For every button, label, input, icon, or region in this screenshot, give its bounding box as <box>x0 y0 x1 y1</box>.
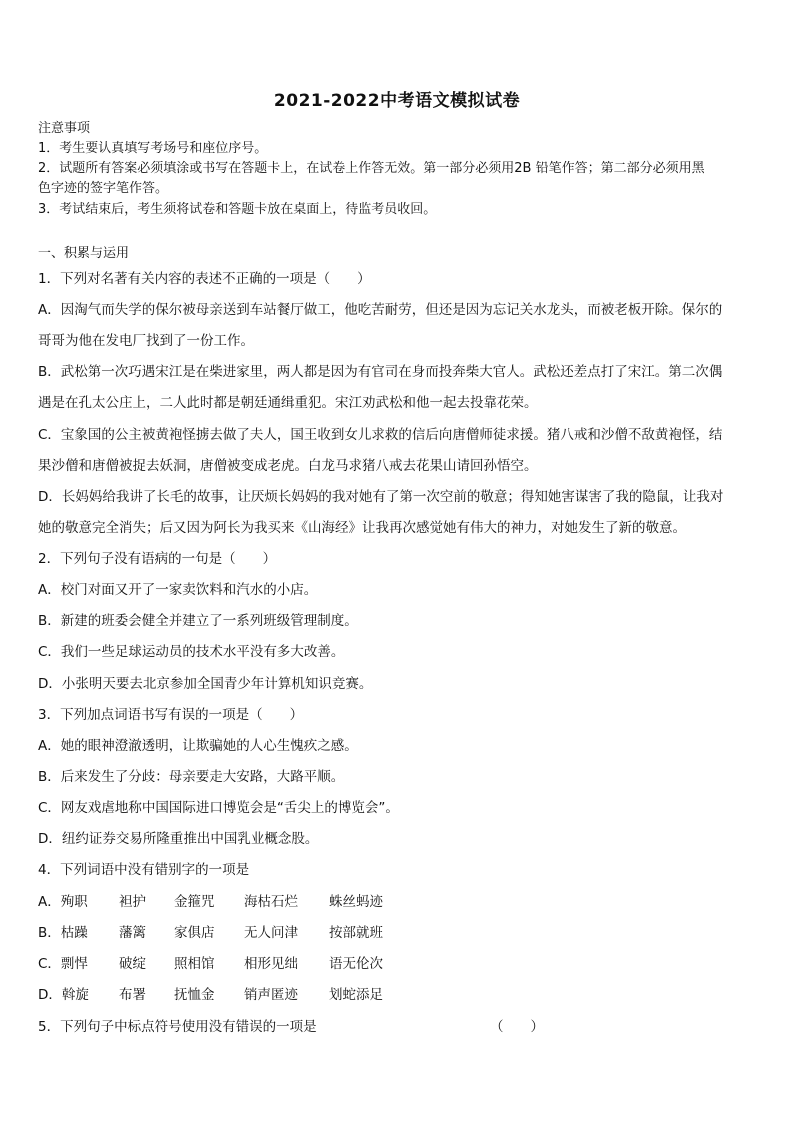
page-title: 2021-2022中考语文模拟试卷 <box>273 91 521 111</box>
notice-item-3: 3．考试结束后，考生须将试卷和答题卡放在桌面上，待监考员收回。 <box>38 202 437 217</box>
question-2-option-c: C．我们一些足球运动员的技术水平没有多大改善。 <box>38 644 345 660</box>
option-word: 蛛丝蚂迹 <box>329 894 383 910</box>
option-word: B．枯躁 <box>38 925 88 941</box>
question-1-line: A．因淘气而失学的保尔被母亲送到车站餐厅做工，他吃苦耐劳，但还是因为忘记关水龙头，而被老板开除。保尔的 <box>38 302 723 318</box>
question-1-line: D．长妈妈给我讲了长毛的故事，让厌烦长妈妈的我对她有了第一次空前的敬意；得知她害谋害了我的隐鼠，让我对 <box>38 489 724 505</box>
option-word: 照相馆 <box>174 956 215 972</box>
question-2-option-d: D．小张明天要去北京参加全国青少年计算机知识竞赛。 <box>38 676 373 692</box>
option-word: A．殉职 <box>38 894 88 910</box>
question-4-option-row <box>38 892 758 912</box>
question-3-stem: 3．下列加点词语书写有误的一项是（ ） <box>38 707 304 723</box>
option-word: 金箍咒 <box>174 894 215 910</box>
option-word: 袒护 <box>119 894 146 910</box>
option-word: 家俱店 <box>174 925 215 941</box>
option-word: 藩篱 <box>119 925 146 941</box>
question-4-option-row <box>38 985 758 1005</box>
question-4-stem: 4．下列词语中没有错别字的一项是 <box>38 862 250 878</box>
question-1-line: C．宝象国的公主被黄袍怪掳去做了夫人，国王收到女儿求救的信后向唐僧师徒求援。猪八戒和沙僧不敌黄袍怪，结 <box>38 427 723 443</box>
section-heading: 一、积累与运用 <box>38 246 130 261</box>
option-word: 海枯石烂 <box>244 894 298 910</box>
question-1-line: 她的敬意完全消失；后又因为阿长为我买来《山海经》让我再次感觉她有伟大的神力，对她发生了新的敬意。 <box>38 520 686 536</box>
question-2-option-b: B．新建的班委会健全并建立了一系列班级管理制度。 <box>38 613 358 629</box>
question-4-option-row <box>38 923 758 943</box>
option-word: 相形见绌 <box>244 956 298 972</box>
option-word: D．斡旋 <box>38 987 89 1003</box>
notice-heading: 注意事项 <box>38 121 91 136</box>
option-word: 按部就班 <box>329 925 383 941</box>
option-word: 划蛇添足 <box>329 987 383 1003</box>
question-3-option-d: D．纽约证券交易所隆重推出中国乳业概念股。 <box>38 831 319 847</box>
option-word: 抚恤金 <box>174 987 215 1003</box>
option-word: 销声匿迹 <box>244 987 298 1003</box>
option-word: 语无伦次 <box>329 956 383 972</box>
question-3-option-a: A．她的眼神澄澈透明，让欺骗她的人心生愧疚之感。 <box>38 738 358 754</box>
option-word: 布署 <box>119 987 146 1003</box>
question-2-option-a: A．校门对面又开了一家卖饮料和汽水的小店。 <box>38 582 318 598</box>
option-word: 无人问津 <box>244 925 298 941</box>
question-2-stem: 2．下列句子没有语病的一句是（ ） <box>38 551 277 567</box>
question-5-stem: 5．下列句子中标点符号使用没有错误的一项是 <box>38 1019 317 1035</box>
question-1-line: 哥哥为他在发电厂找到了一份工作。 <box>38 333 254 349</box>
notice-item-2-cont: 色字迹的签字笔作答。 <box>38 181 169 196</box>
question-4-option-row <box>38 954 758 974</box>
notice-item-1: 1．考生要认真填写考场号和座位序号。 <box>38 141 268 156</box>
question-1-line: 遇是在孔太公庄上，二人此时都是朝廷通缉重犯。宋江劝武松和他一起去投靠花荣。 <box>38 395 538 411</box>
answer-bracket: （ ） <box>490 1019 544 1035</box>
question-3-option-b: B．后来发生了分歧：母亲要走大安路，大路平顺。 <box>38 769 345 785</box>
question-1-line: B．武松第一次巧遇宋江是在柴进家里，两人都是因为有官司在身而投奔柴大官人。武松还差点打了宋江。第二次偶 <box>38 364 723 380</box>
notice-item-2: 2．试题所有答案必须填涂或书写在答题卡上，在试卷上作答无效。第一部分必须用2B 铅笔作答；第二部分必须用黑 <box>38 161 705 176</box>
option-word: 破绽 <box>119 956 146 972</box>
option-word: C．剽悍 <box>38 956 88 972</box>
question-3-option-c: C．网友戏虐地称中国国际进口博览会是“舌尖上的博览会”。 <box>38 800 399 816</box>
question-1-line: 果沙僧和唐僧被捉去妖洞，唐僧被变成老虎。白龙马求猪八戒去花果山请回孙悟空。 <box>38 458 538 474</box>
question-1-stem: 1．下列对名著有关内容的表述不正确的一项是（ ） <box>38 271 371 287</box>
